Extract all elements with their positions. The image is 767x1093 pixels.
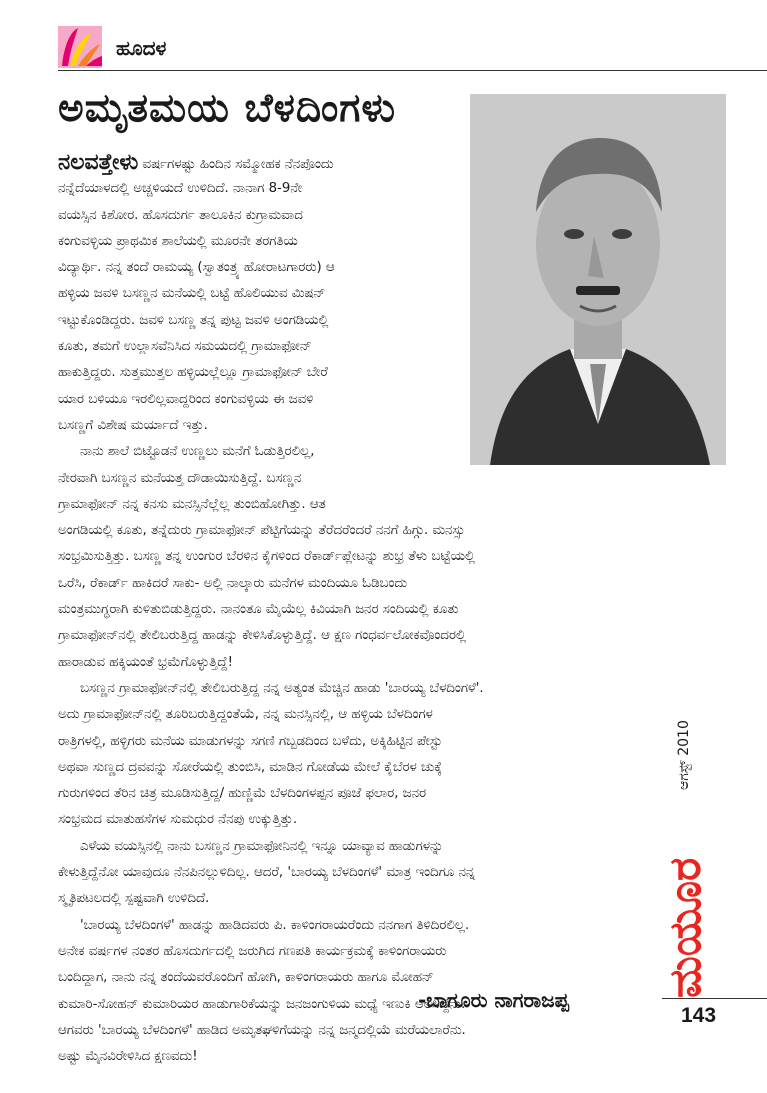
body-line: ಆಗವರು 'ಬಾರಯ್ಯ ಬೆಳದಿಂಗಳೆ' ಹಾಡಿದ ಅಮೃತಘಳಿಗೆಯನ್ನು ನನ್ನ ಜನ್ಮದಲ್ಲಿಯೆ ಮರೆಯಲಾರೆನು. xyxy=(58,1022,466,1038)
body-line: ಬಸಣ್ಣಗೆ ವಿಶೇಷ ಮರ್ಯಾದೆ ಇತ್ತು. xyxy=(58,417,208,433)
body-line: ಸಂಭ್ರಮದ ಮಾತುಹಸೆಗಳ ಸುಮಧುರ ನೆನಪು ಉಕ್ಕುತ್ತಿತ್ತು. xyxy=(58,812,298,828)
author-byline: -ಬಾಗೂರು ನಾಗರಾಜಪ್ಪ xyxy=(418,988,569,1012)
header-divider xyxy=(58,70,767,71)
body-line: ಗ್ರಾಮಾಫೋನ್‌ನಲ್ಲಿ ತೇಲಿಬರುತ್ತಿದ್ದ ಹಾಡನ್ನು ಕೇಳಿಸಿಕೊಳ್ಳುತ್ತಿದ್ದೆ. ಆ ಕ್ಷಣ ಗಂಧರ್ವಲೋಕವೊಂದರಲ್ಲಿ xyxy=(58,628,466,644)
flower-logo-icon xyxy=(58,26,102,68)
body-line: ನನ್ನೆದೆಯಾಳದಲ್ಲಿ ಅಚ್ಚಳಿಯದೆ ಉಳಿದಿದೆ. ನಾನಾಗ 8-9ನೇ xyxy=(58,181,303,197)
body-line: ಅಷ್ಟು ಮೈನವಿರೇಳಿಸಿದ ಕ್ಷಣವದು! xyxy=(58,1049,198,1065)
body-line: ಬಸಣ್ಣನ ಗ್ರಾಮಾಫೋನ್‌ನಲ್ಲಿ ತೇಲಿಬರುತ್ತಿದ್ದ ನನ್ನ ಅತ್ಯಂತ ಮೆಚ್ಚಿನ ಹಾಡು 'ಬಾರಯ್ಯ ಬೆಳದಿಂಗಳೆ'. xyxy=(80,680,484,696)
body-line: ಕುಮಾರಿ-ಸೋಹನ್ ಕುಮಾರಿಯರ ಹಾಡುಗಾರಿಕೆಯನ್ನು ಜನಜಂಗುಳಿಯ ಮಧ್ಯೆ ಇಣುಕಿ ಆಲಿಸಿದ್ದೆನು. xyxy=(58,996,466,1012)
section-name: ಹೂದಳ xyxy=(116,36,167,60)
body-line: ಬಂದಿದ್ದಾಗ, ನಾನು ನನ್ನ ತಂದೆಯವರೊಂದಿಗೆ ಹೋಗಿ, ಕಾಳಿಂಗರಾಯರು ಹಾಗೂ ಮೋಹನ್ xyxy=(58,970,434,986)
body-line: ಕೇಳುತ್ತಿದ್ದೆನೋ ಯಾವುದೂ ನೆನಪಿನಲ್ಲುಳಿದಿಲ್ಲ. ಆದರೆ, 'ಬಾರಯ್ಯ ಬೆಳದಿಂಗಳೆ' ಮಾತ್ರ ಇಂದಿಗೂ ನನ್ನ xyxy=(58,865,476,881)
body-line: ಇಟ್ಟುಕೊಂಡಿದ್ದರು. ಜವಳಿ ಬಸಣ್ಣ ತನ್ನ ಪುಟ್ಟ ಜವಳಿ ಅಂಗಡಿಯಲ್ಲಿ xyxy=(58,312,329,328)
article-body xyxy=(58,150,678,1070)
body-line: ಕೂತು, ತಮಗೆ ಉಲ್ಲಾಸವೆನಿಸಿದ ಸಮಯದಲ್ಲಿ ಗ್ರಾಮಾಫೋನ್ xyxy=(58,339,312,355)
body-line: ಸಂಭ್ರಮಿಸುತ್ತಿತ್ತು. ಬಸಣ್ಣ ತನ್ನ ಉಂಗುರ ಬೆರಳಿನ ಕೈಗಳಿಂದ ರೆಕಾರ್ಡ್‌ಪ್ಲೇಟನ್ನು ಶುಭ್ರ ತೆಳು ಬಟ್ಟೆಯಲ್ಲಿ xyxy=(58,549,475,565)
body-line: ನೇರವಾಗಿ ಬಸಣ್ಣನ ಮನೆಯತ್ತ ದೌಡಾಯಿಸುತ್ತಿದ್ದೆ. ಬಸಣ್ಣನ xyxy=(58,470,302,486)
body-line: ಅಂಗಡಿಯಲ್ಲಿ ಕೂತು, ತನ್ನೆದುರು ಗ್ರಾಮಾಫೋನ್ ಪೆಟ್ಟಿಗೆಯನ್ನು ತೆರೆದರೆಂದರೆ ನನಗೆ ಹಿಗ್ಗು. ಮನಸ್ಸು xyxy=(58,523,465,539)
body-line: ಕಂಗುವಳ್ಳಿಯ ಪ್ರಾಥಮಿಕ ಶಾಲೆಯಲ್ಲಿ ಮೂರನೇ ತರಗತಿಯ xyxy=(58,233,298,249)
page-header xyxy=(58,22,767,74)
body-line: ವಿದ್ಯಾರ್ಥಿ. ನನ್ನ ತಂದೆ ರಾಮಯ್ಯ (ಸ್ವಾತಂತ್ರ್ಯ ಹೋರಾಟಗಾರರು) ಆ xyxy=(58,260,335,276)
body-line: ಗ್ರಾಮಾಫೋನ್ ನನ್ನ ಕನಸು ಮನಸ್ಸಿನೆಲ್ಲೆಲ್ಲ ತುಂಬಿಹೋಗಿತ್ತು. ಆತ xyxy=(58,496,326,512)
body-line: ಸ್ಮೃತಿಪಟಲದಲ್ಲಿ ಸ್ಪಷ್ಟವಾಗಿ ಉಳಿದಿದೆ. xyxy=(58,891,210,907)
body-line: 'ಬಾರಯ್ಯ ಬೆಳದಿಂಗಳೆ' ಹಾಡನ್ನು ಹಾಡಿದವರು ಪಿ. ಕಾಳಿಂಗರಾಯರೆಂದು ನನಗಾಗ ತಿಳಿದಿರಲಿಲ್ಲ. xyxy=(80,917,470,933)
body-line: ಅದು ಗ್ರಾಮಾಫೋನ್‌ನಲ್ಲಿ ತೂರಿಬರುತ್ತಿದ್ದಂತೆಯೆ, ನನ್ನ ಮನಸ್ಸಿನಲ್ಲಿ, ಆ ಹಳ್ಳಿಯ ಬೆಳದಿಂಗಳ xyxy=(58,707,433,723)
magazine-name: ಮಯೂರ xyxy=(660,857,711,998)
body-line: ಅಥವಾ ಸುಣ್ಣದ ದ್ರವವನ್ನು ಸೋರೆಯಲ್ಲಿ ತುಂಬಿಸಿ, ಮಾಡಿನ ಗೋಡೆಯ ಮೇಲೆ ಕೈಬೆರಳ ಚುಕ್ಕೆ xyxy=(58,759,443,775)
article-title: ಅಮೃತಮಯ ಬೆಳದಿಂಗಳು xyxy=(58,86,396,131)
footer-divider xyxy=(662,998,767,999)
body-line: ವಯಸ್ಸಿನ ಕಿಶೋರ. ಹೊಸದುರ್ಗ ತಾಲೂಕಿನ ಕುಗ್ರಾಮವಾದ xyxy=(58,207,303,223)
body-line: ನಲವತ್ತೇಳು ವರ್ಷಗಳಷ್ಟು ಹಿಂದಿನ ಸಮ್ಮೋಹಕ ನೆನಪೊಂದು xyxy=(58,150,334,175)
issue-date: ಆಗಸ್ಟ್ 2010 xyxy=(676,720,692,790)
body-line: ಒರೆಸಿ, ರೆಕಾರ್ಡ್ ಹಾಕಿದರೆ ಸಾಕು- ಅಲ್ಲಿ ನಾಲ್ಕಾರು ಮನೆಗಳ ಮಂದಿಯೂ ಓಡಿಬಂದು xyxy=(58,575,408,591)
body-line: ಅನೇಕ ವರ್ಷಗಳ ನಂತರ ಹೊಸದುರ್ಗದಲ್ಲಿ ಜರುಗಿದ ಗಣಪತಿ ಕಾರ್ಯಕ್ರಮಕ್ಕೆ ಕಾಳಿಂಗರಾಯರು xyxy=(58,943,447,959)
body-line: ಮಂತ್ರಮುಗ್ಧರಾಗಿ ಕುಳಿತುಬಿಡುತ್ತಿದ್ದರು. ನಾನಂತೂ ಮೈಯೆಲ್ಲ ಕಿವಿಯಾಗಿ ಜನರ ಸಂದಿಯಲ್ಲಿ ಕೂತು xyxy=(58,602,459,618)
body-line: ಗುರುಗಳಿಂದ ತೆರಿನ ಚಿತ್ರ ಮೂಡಿಸುತ್ತಿದ್ದ/ ಹುಣ್ಣಿಮೆ ಬೆಳದಿಂಗಳಪ್ಪನ ಪೂಜೆ ಫಲಾರ, ಜನರ xyxy=(58,786,427,802)
body-line: ಯಾರ ಬಳಿಯೂ ಇರಲಿಲ್ಲವಾದ್ದರಿಂದ ಕಂಗುವಳ್ಳಿಯ ಈ ಜವಳಿ xyxy=(58,391,314,407)
body-line: ರಾತ್ರಿಗಳಲ್ಲಿ, ಹಳ್ಳಿಗರು ಮನೆಯ ಮಾಡುಗಳನ್ನು ಸಗಣಿ ಗಬ್ಬಡದಿಂದ ಬಳೆದು, ಅಕ್ಕಿಹಿಟ್ಟಿನ ಪೇಸ್ಟು xyxy=(58,733,443,749)
page-number: 143 xyxy=(681,1004,717,1027)
body-line: ಹಳ್ಳಿಯ ಜವಳಿ ಬಸಣ್ಣನ ಮನೆಯಲ್ಲಿ ಬಟ್ಟೆ ಹೊಲಿಯುವ ಮಿಷನ್ xyxy=(58,286,326,302)
body-line: ಎಳೆಯ ವಯಸ್ಸಿನಲ್ಲಿ ನಾನು ಬಸಣ್ಣನ ಗ್ರಾಮಾಫೋನಿನಲ್ಲಿ ಇನ್ನೂ ಯಾವ್ಯಾವ ಹಾಡುಗಳನ್ನು xyxy=(80,838,444,854)
body-line: ಹಾರಾಡುವ ಹಕ್ಕಿಯಂತೆ ಭ್ರಮೆಗೊಳ್ಳುತ್ತಿದ್ದೆ! xyxy=(58,654,233,670)
dropcap-word: ನಲವತ್ತೇಳು xyxy=(58,150,139,175)
body-line: ಹಾಕುತ್ತಿದ್ದರು. ಸುತ್ತಮುತ್ತಲ ಹಳ್ಳಿಯಲ್ಲೆಲ್ಲೂ ಗ್ರಾಮಾಫೋನ್ ಬೇರೆ xyxy=(58,365,328,381)
body-line: ನಾನು ಶಾಲೆ ಬಿಟ್ಟೊಡನೆ ಉಣ್ಣಲು ಮನೆಗೆ ಓಡುತ್ತಿರಲಿಲ್ಲ, xyxy=(80,444,315,460)
